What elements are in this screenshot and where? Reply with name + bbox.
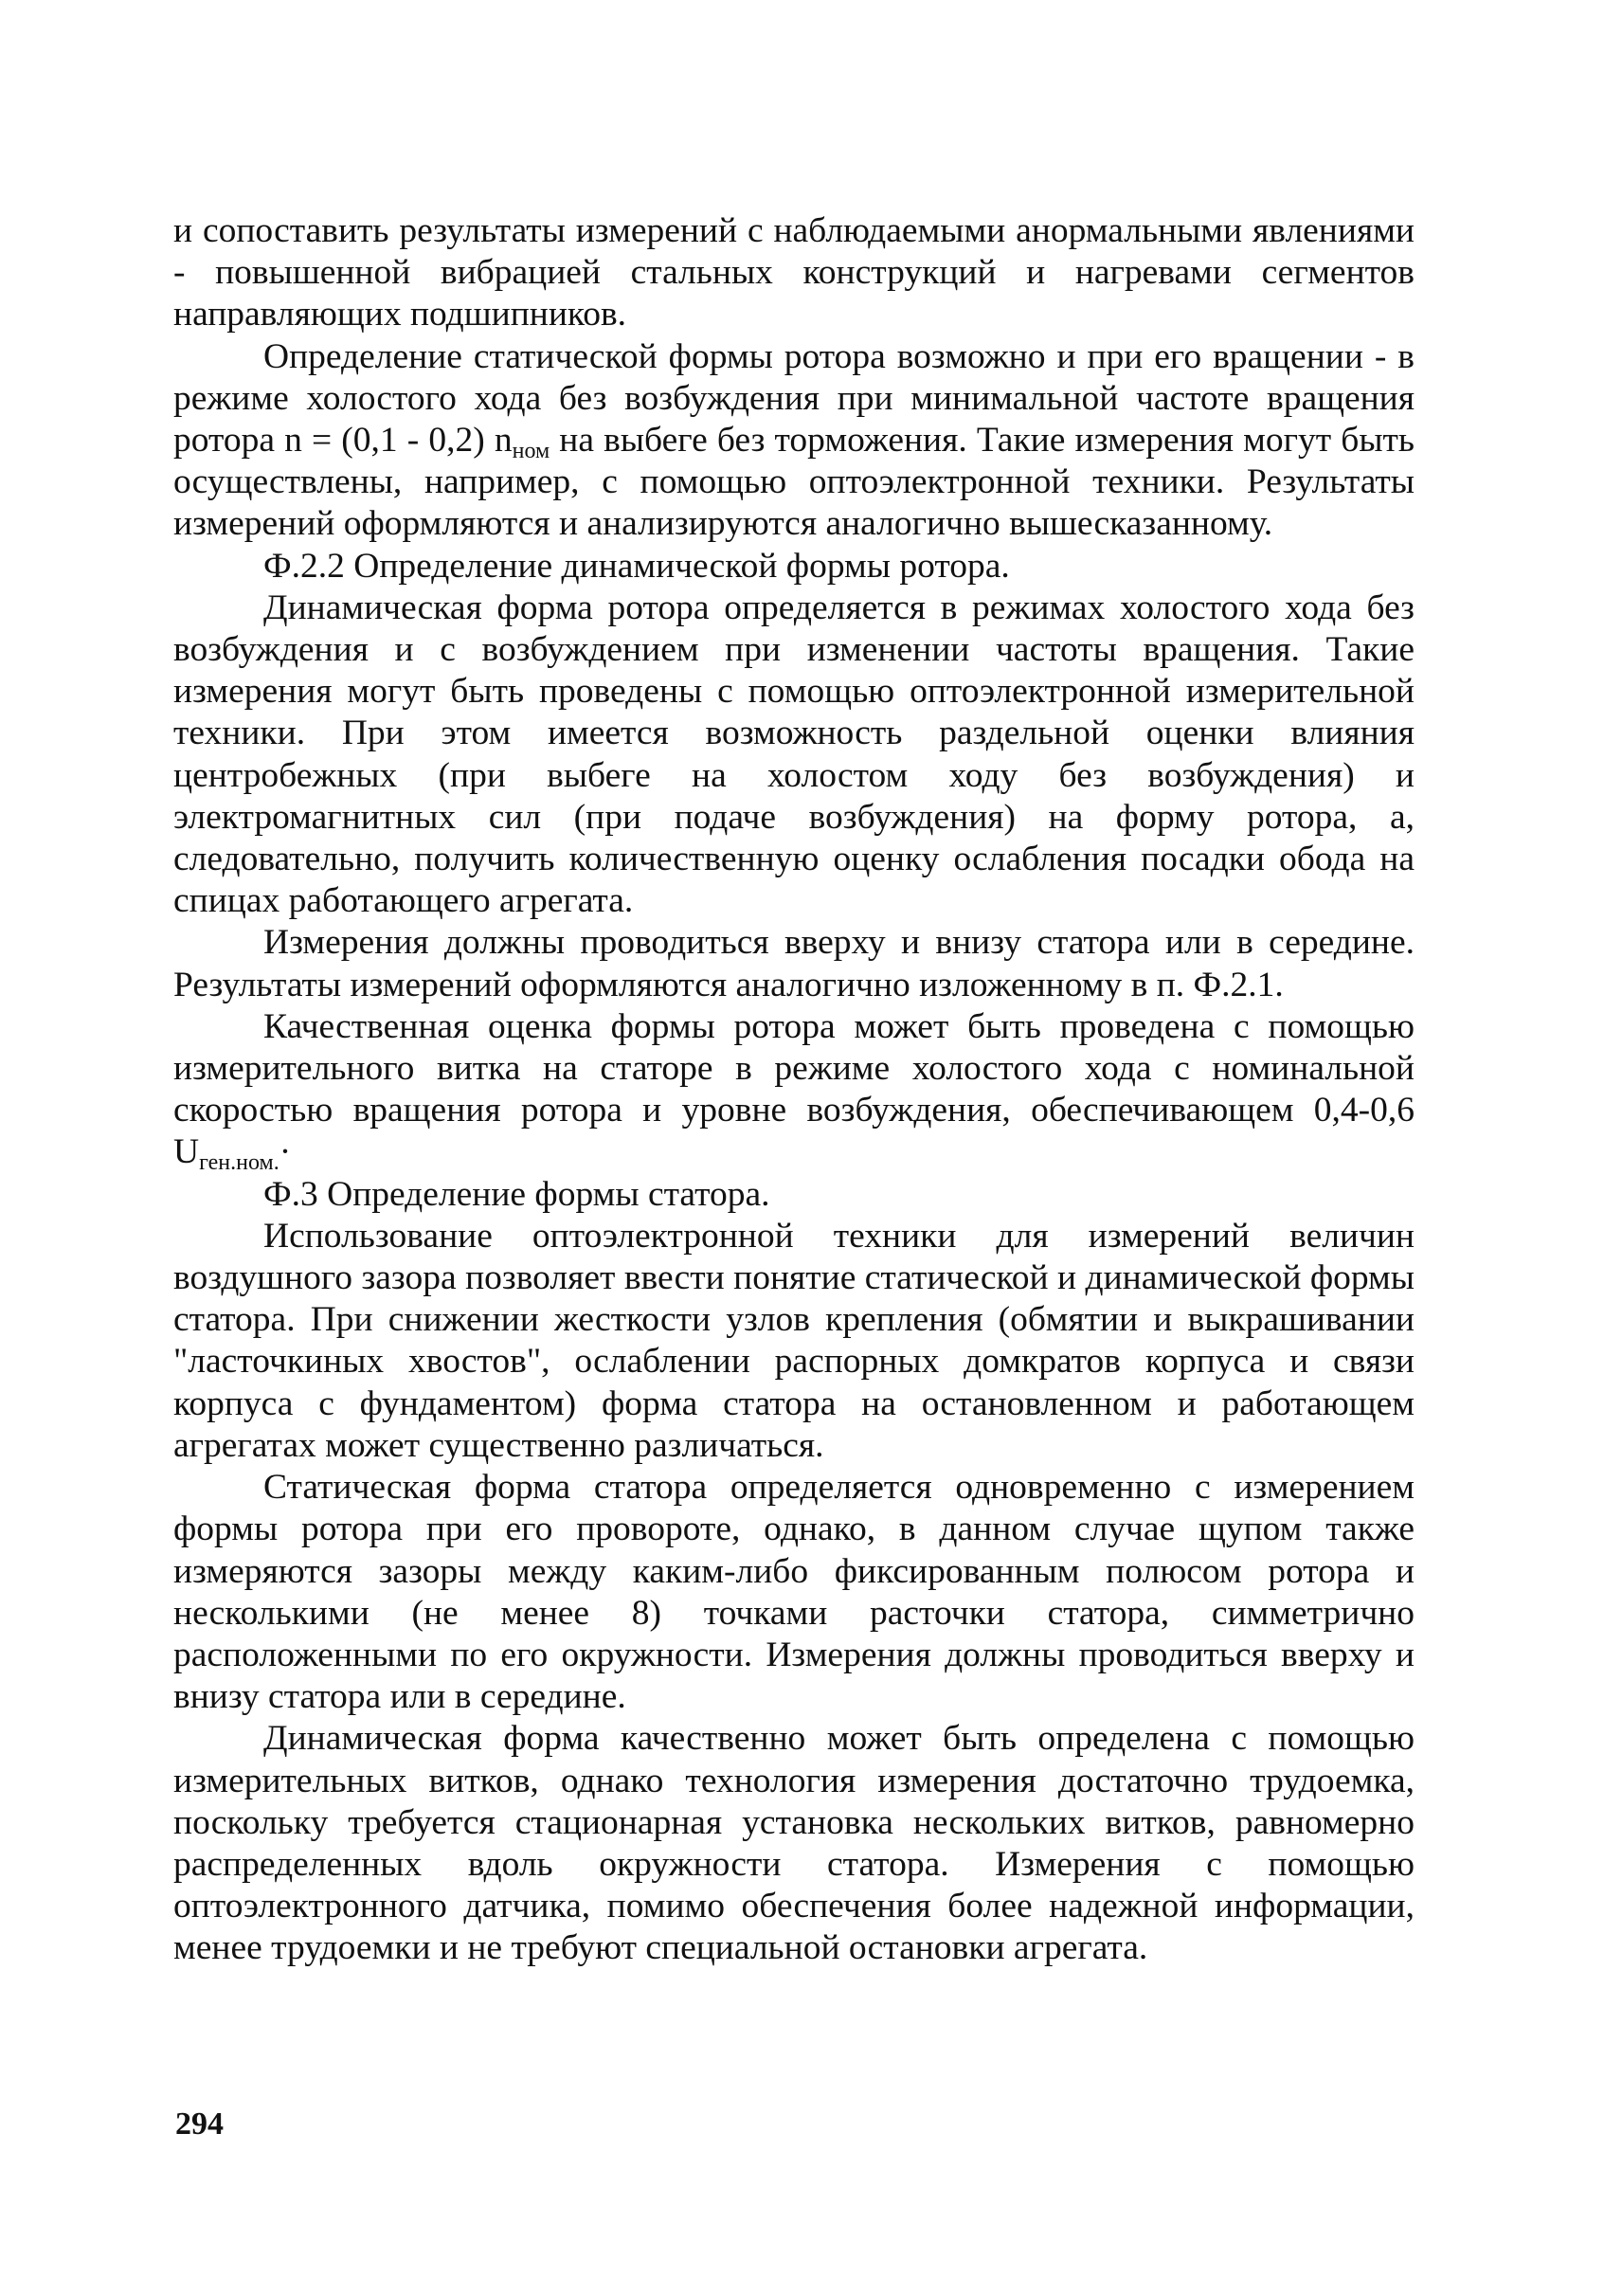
section-heading-f-3: Ф.3 Определение формы статора. xyxy=(263,1174,770,1214)
page-number: 294 xyxy=(175,2106,224,2142)
paragraph-static-rotor-shape xyxy=(173,336,1415,546)
section-heading-f-2-2: Ф.2.2 Определение динамической формы ротора. xyxy=(263,546,1010,586)
paragraph-text: Определение статической формы ротора возможно и при его вращении - в режиме холостого хода без возбуждения при минимальной частоте вращения ротора n = (0,1 - 0,2) n xyxy=(173,336,1415,461)
paragraph-measurement-location: Измерения должны проводиться вверху и внизу статора или в середине. Результаты измерений оформляются аналогично изложенному в п. Ф.2.1. xyxy=(173,923,1415,1004)
subscript-nom: ном xyxy=(512,439,550,464)
subscript-gen-nom: ген.ном. xyxy=(199,1150,279,1176)
paragraph-text: · xyxy=(279,1132,292,1172)
paragraph-stator-optoelectronic: Использование оптоэлектронной техники для измерений величин воздушного зазора позволяет ввести понятие статической и динамической формы статора. При снижении жесткости узлов крепления (обмятии и выкрашивании "ласточкиных хвостов", ослаблении распорных домкратов корпуса и связи корпуса с фундаментом) форма статора на остановленном и работающем агрегатах может существенно различаться. xyxy=(173,1216,1415,1465)
paragraph-dynamic-rotor-shape: Динамическая форма ротора определяется в режимах холостого хода без возбуждения и с возбуждением при изменении частоты вращения. Такие измерения могут быть проведены с помощью оптоэлектронной измерительной техники. При этом имеется возможность раздельной оценки влияния центробежных (при выбеге на холостом ходу без возбуждения) и электромагнитных сил (при подаче возбуждения) на форму ротора, а, следовательно, получить количественную оценку ослабления посадки обода на спицах работающего агрегата. xyxy=(173,588,1415,921)
body-text xyxy=(173,210,1415,1970)
paragraph-text: Качественная оценка формы ротора может быть проведена с помощью измерительного витка на статоре в режиме холостого хода с номинальной скоростью вращения ротора и уровне возбуждения, обеспечивающем 0,4-0,6 U xyxy=(173,1006,1415,1172)
paragraph-stator-static-shape: Статическая форма статора определяется одновременно с измерением формы ротора при его провороте, однако, в данном случае щупом также измеряются зазоры между каким-либо фиксированным полюсом ротора и несколькими (не менее 8) точками расточки статора, симметрично расположенными по его окружности. Измерения должны проводиться вверху и внизу статора или в середине. xyxy=(173,1468,1415,1717)
paragraph-stator-dynamic-shape: Динамическая форма качественно может быть определена с помощью измерительных витков, однако технология измерения достаточно трудоемка, поскольку требуется стационарная установка нескольких витков, равномерно распределенных вдоль окружности статора. Измерения с помощью оптоэлектронного датчика, помимо обеспечения более надежной информации, менее трудоемки и не требуют специальной остановки агрегата. xyxy=(173,1719,1415,1968)
paragraph-qualitative-assessment xyxy=(173,1006,1415,1174)
paragraph-continuation: и сопоставить результаты измерений с наблюдаемыми анормальными явлениями - повышенной вибрацией стальных конструкций и нагревами сегментов направляющих подшипников. xyxy=(173,211,1415,334)
paragraph-text: на выбеге без торможения. Такие измерения могут быть осуществлены, например, с помощью оптоэлектронной техники. Результаты измерений оформляются и анализируются аналогично вышесказанному. xyxy=(173,421,1415,544)
